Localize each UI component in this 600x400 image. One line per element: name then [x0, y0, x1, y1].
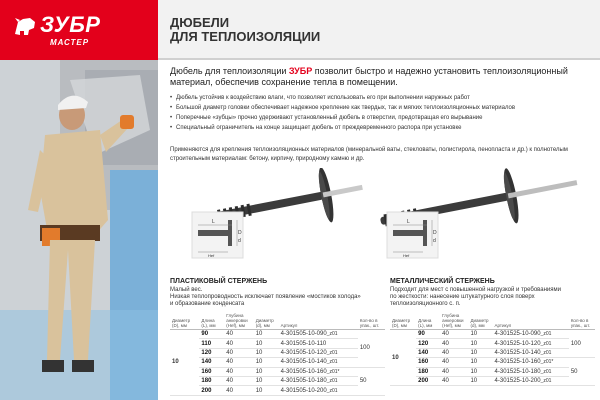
qty-cell: 50 [569, 358, 595, 386]
article-code: 4-301525-10-140 [494, 349, 541, 356]
table-row [390, 358, 595, 367]
article-code: 4-301505-10-140 [280, 359, 327, 366]
depth-cell: 40 [440, 339, 468, 348]
plastic-heading: ПЛАСТИКОВЫЙ СТЕРЖЕНЬ [170, 278, 268, 285]
qty-cell: 100 [358, 330, 385, 368]
label-hef: Hef [208, 253, 215, 258]
qty-cell: 50 [358, 367, 385, 395]
article-suffix: _z01 [326, 331, 338, 338]
article-code: 4-301525-10-200 [494, 378, 541, 385]
head-cell: 10 [254, 386, 279, 395]
article-code: 4-301505-10-120 [280, 349, 327, 356]
article-code: 4-301525-10-180 [494, 368, 541, 375]
article-cell [493, 358, 569, 367]
article-suffix: _z01 [540, 368, 552, 375]
intro-brand: ЗУБР [288, 66, 313, 76]
diameter-cell: 10 [390, 330, 416, 386]
article-suffix: _z01 [540, 349, 552, 356]
depth-cell: 40 [224, 386, 253, 395]
article-suffix: _z01 [326, 359, 338, 366]
article-suffix: _z01 [326, 378, 338, 385]
left-panel [0, 0, 158, 400]
table-row [170, 386, 385, 395]
worker-photo [0, 60, 158, 400]
article-cell [493, 367, 569, 376]
table-row [390, 376, 595, 385]
depth-cell: 40 [224, 348, 253, 357]
col-qty: Кол-во в упак., шт. [569, 312, 595, 330]
plastic-dimension-diagram [190, 210, 245, 260]
length-cell: 120 [199, 348, 224, 357]
bison-logo-icon [12, 14, 38, 40]
table-row [390, 339, 595, 348]
feature-item: • Поперечные «зубцы» прочно удерживают установленный дюбель в отверстии, предотвращая его вырывание [170, 113, 590, 123]
head-cell: 10 [468, 339, 492, 348]
head-cell: 10 [254, 376, 279, 385]
article-cell [493, 330, 569, 339]
length-cell: 160 [416, 358, 440, 367]
article-code: 4-301505-10-200 [280, 387, 327, 394]
depth-cell: 40 [440, 330, 468, 339]
brand-subtitle: МАСТЕР [50, 38, 90, 47]
brand-logo [12, 10, 142, 50]
article-cell [493, 339, 569, 348]
col-article: Артикул [493, 312, 569, 330]
table-row [390, 330, 595, 339]
length-cell: 110 [199, 339, 224, 348]
article-suffix: _z01* [540, 359, 554, 366]
title-line-1: ДЮБЕЛИ [170, 15, 230, 30]
table-row [170, 339, 385, 348]
length-cell: 90 [199, 330, 224, 339]
table-row [170, 358, 385, 367]
article-code: 4-301525-10-160 [494, 359, 541, 366]
head-cell: 10 [254, 339, 279, 348]
article-code: 4-301505-10-160 [280, 368, 327, 375]
article-cell [279, 330, 358, 339]
article-cell [279, 376, 358, 385]
depth-cell: 40 [224, 367, 253, 376]
depth-cell: 40 [224, 330, 253, 339]
head-cell: 10 [468, 376, 492, 385]
head-cell: 10 [254, 348, 279, 357]
metal-desc-1: Подходит для мест с повышенной нагрузкой и требованиями [390, 287, 562, 293]
plastic-desc-2: Низкая теплопроводность исключает появление «мостиков холода» [170, 294, 361, 300]
article-code: 4-301525-10-120 [494, 340, 541, 347]
article-cell [279, 386, 358, 395]
plastic-desc-3: и образование конденсата [170, 301, 245, 307]
head-cell: 10 [468, 358, 492, 367]
table-row [170, 330, 385, 339]
plastic-section [170, 278, 370, 308]
table-row [170, 367, 385, 376]
article-suffix: _z01 [540, 378, 552, 385]
label-hef: Hef [403, 253, 410, 258]
col-head: Диаметр (d), мм [254, 312, 279, 330]
col-diameter: Диаметр (D), мм [390, 312, 416, 330]
article-cell [493, 376, 569, 385]
qty-cell: 100 [569, 330, 595, 358]
article-cell [279, 367, 358, 376]
table-row [170, 348, 385, 357]
title-line-2: ДЛЯ ТЕПЛОИЗОЛЯЦИИ [170, 29, 321, 44]
depth-cell: 40 [440, 348, 468, 357]
length-cell: 120 [416, 339, 440, 348]
col-qty: Кол-во в упак., шт. [358, 312, 385, 330]
label-d-small: d [433, 238, 436, 244]
article-cell [279, 339, 358, 348]
head-cell: 10 [254, 358, 279, 367]
head-cell: 10 [468, 330, 492, 339]
table-row [390, 348, 595, 357]
metal-spec-table [390, 312, 595, 386]
head-cell: 10 [254, 367, 279, 376]
depth-cell: 40 [440, 367, 468, 376]
length-cell: 180 [416, 367, 440, 376]
application-text: Применяются для крепления теплоизоляционных материалов (минеральной ваты, стекловаты, полистирола, пенопласта и др.) к полнотелым строительным материалам: бетону, кирпичу, природному камню и др. [170, 147, 568, 162]
label-l: L [407, 219, 410, 225]
article-cell [279, 358, 358, 367]
plastic-spec-table [170, 312, 385, 396]
feature-item: • Дюбель устойчив к воздействию влаги, что позволяет использовать его при выполнении наружных работ [170, 93, 590, 103]
article-suffix: _z01 [326, 387, 338, 394]
metal-heading: МЕТАЛЛИЧЕСКИЙ СТЕРЖЕНЬ [390, 278, 495, 285]
intro-pre: Дюбель для теплоизоляции [170, 66, 289, 76]
page-header [158, 0, 600, 60]
depth-cell: 40 [224, 358, 253, 367]
length-cell: 140 [416, 348, 440, 357]
article-cell [279, 348, 358, 357]
feature-item: • Большой диаметр головки обеспечивает надежное крепление как твердых, так и мягких теплоизоляционных материалов [170, 103, 590, 113]
article-cell [493, 348, 569, 357]
col-article: Артикул [279, 312, 358, 330]
metal-desc-3: теплоизоляционного с. п. [390, 301, 461, 307]
length-cell: 140 [199, 358, 224, 367]
article-code: 4-301505-10-180 [280, 378, 327, 385]
label-d-large: D [433, 230, 437, 236]
head-cell: 10 [254, 330, 279, 339]
metal-dimension-diagram [385, 210, 440, 260]
depth-cell: 40 [224, 339, 253, 348]
feature-list [170, 93, 590, 133]
label-d-large: D [238, 230, 242, 236]
head-cell: 10 [468, 348, 492, 357]
col-head: Диаметр (d), мм [468, 312, 492, 330]
article-code: 4-301505-10-110 [280, 340, 327, 347]
article-suffix: _z01* [326, 368, 340, 375]
table-row [170, 376, 385, 385]
depth-cell: 40 [440, 376, 468, 385]
article-suffix: _z01 [540, 340, 552, 347]
depth-cell: 40 [440, 358, 468, 367]
article-code: 4-301505-10-090 [280, 331, 327, 338]
label-d-small: d [238, 238, 241, 244]
intro-post: позволит быстро и надежно установить теплоизоляционный материал, обеспечив сохранение тепла в помещении. [170, 66, 568, 87]
length-cell: 200 [199, 386, 224, 395]
feature-item: • Специальный ограничитель на конце защищает дюбель от преждевременного распора при установке [170, 123, 590, 133]
col-depth: Глубина анкеровки (Hef), мм [224, 312, 253, 330]
article-suffix: _z01 [540, 331, 552, 338]
metal-section [390, 278, 595, 308]
intro-text [170, 66, 590, 88]
col-depth: Глубина анкеровки (Hef), мм [440, 312, 468, 330]
article-suffix: _z01 [326, 349, 338, 356]
article-code: 4-301525-10-090 [494, 331, 541, 338]
length-cell: 200 [416, 376, 440, 385]
brand-name: ЗУБР [40, 12, 101, 37]
table-row [390, 367, 595, 376]
col-diameter: Диаметр (D), мм [170, 312, 199, 330]
col-length: Длина (L), мм [199, 312, 224, 330]
length-cell: 90 [416, 330, 440, 339]
length-cell: 180 [199, 376, 224, 385]
brand-bar [0, 0, 158, 60]
page-title [170, 16, 470, 44]
metal-desc-2: по жесткости: нанесение штукатурного слоя поверх [390, 294, 535, 300]
length-cell: 160 [199, 367, 224, 376]
diameter-cell: 10 [170, 330, 199, 396]
plastic-desc-1: Малый вес. [170, 287, 203, 293]
col-length: Длина (L), мм [416, 312, 440, 330]
label-l: L [212, 219, 215, 225]
head-cell: 10 [468, 367, 492, 376]
depth-cell: 40 [224, 376, 253, 385]
